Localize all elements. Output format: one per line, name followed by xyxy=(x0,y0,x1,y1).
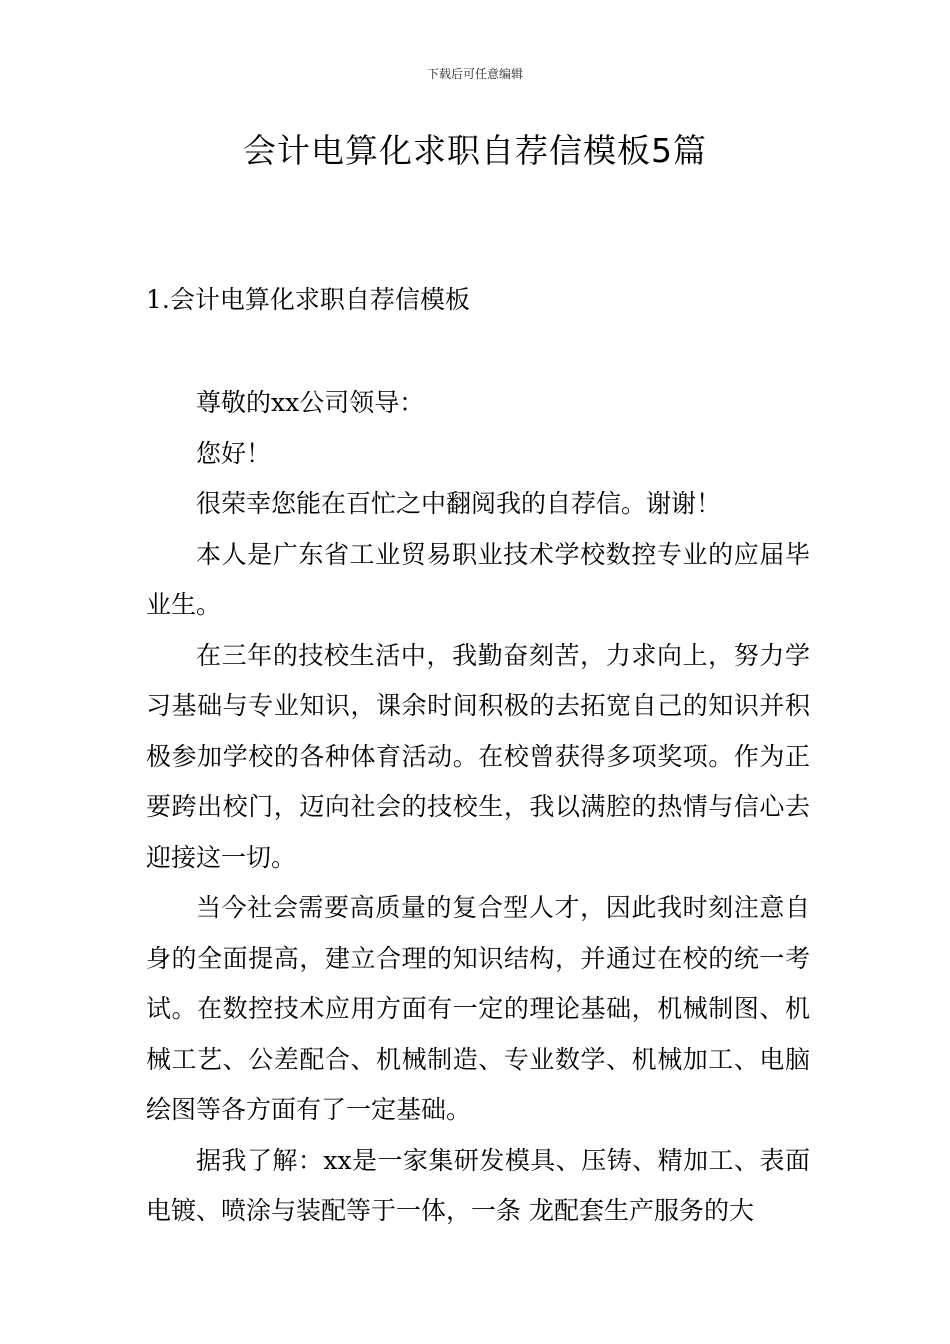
letter-body xyxy=(146,378,810,1237)
body-paragraph: 在三年的技校生活中，我勤奋刻苦，力求向上，努力学习基础与专业知识，课余时间积极的去拓宽自己的知识并积极参加学校的各种体育活动。在校曾获得多项奖项。作为正要跨出校门，迈向社会的技校生，我以满腔的热情与信心去迎接这一切。 xyxy=(146,640,810,872)
greeting: 您好！ xyxy=(196,438,272,468)
salutation: 尊敬的xx公司领导： xyxy=(196,388,425,417)
body-paragraph: 据我了解：xx是一家集研发模具、压铸、精加工、表面电镀、喷涂与装配等于一体，一条 龙配套生产服务的大 xyxy=(146,1145,810,1225)
document-title: 会计电算化求职自荐信模板5篇 xyxy=(243,131,707,170)
body-paragraph: 当今社会需要高质量的复合型人才，因此我时刻注意自身的全面提高，建立合理的知识结构，并通过在校的统一考试。在数控技术应用方面有一定的理论基础，机械制图、机械工艺、公差配合、机械制造、专业数学、机械加工、电脑绘图等各方面有了一定基础。 xyxy=(146,893,810,1124)
header-note: 下载后可任意编辑 xyxy=(426,67,523,81)
section-heading: 1.会计电算化求职自荐信模板 xyxy=(146,285,470,314)
body-paragraph: 本人是广东省工业贸易职业技术学校数控专业的应届毕业生。 xyxy=(146,539,810,619)
body-paragraph: 很荣幸您能在百忙之中翻阅我的自荐信。谢谢！ xyxy=(196,489,722,518)
